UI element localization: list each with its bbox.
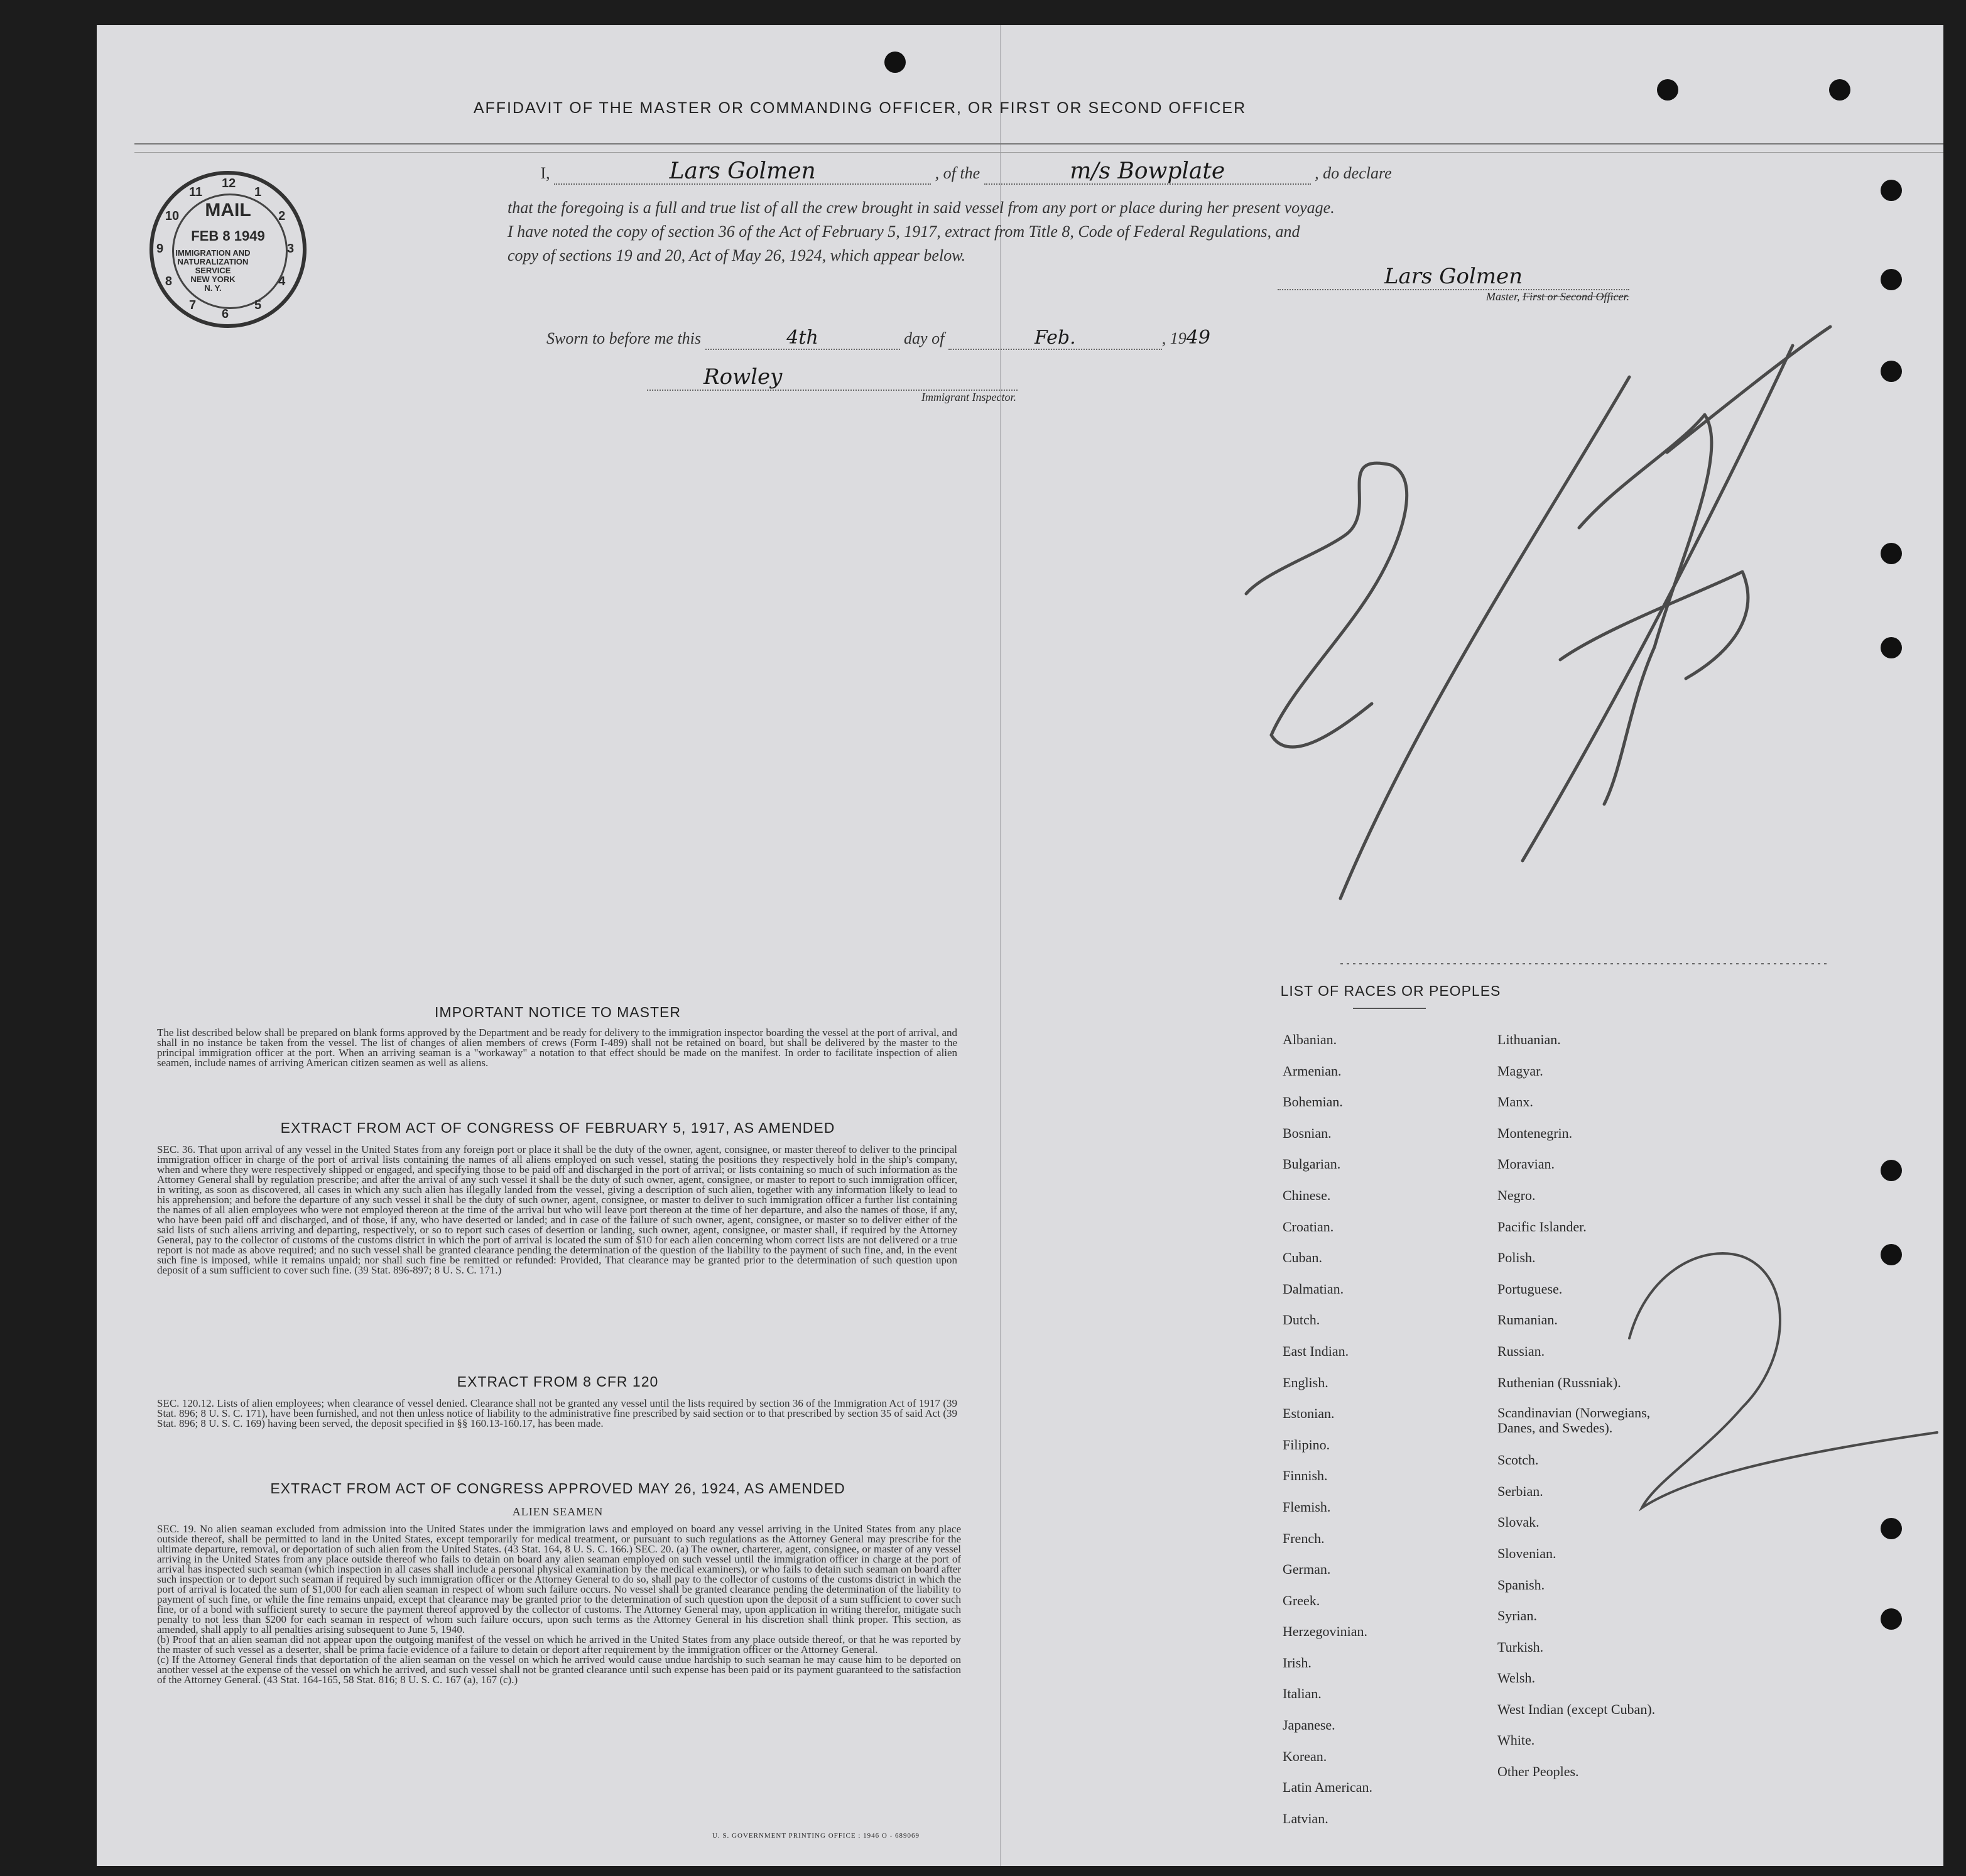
affidavit-title: AFFIDAVIT OF THE MASTER OR COMMANDING OFFICER, OR FIRST OR SECOND OFFICER bbox=[473, 99, 1247, 117]
race-entry: Negro. bbox=[1497, 1187, 1536, 1203]
race-entry: Portuguese. bbox=[1497, 1280, 1563, 1297]
declaration-line-3: I have noted the copy of section 36 of the Act of February 5, 1917, extract from Title 8, Code of Federal Regulations, and bbox=[508, 222, 1300, 241]
race-entry: White. bbox=[1497, 1732, 1535, 1748]
race-entry: Russian. bbox=[1497, 1343, 1545, 1359]
master-signature: Lars Golmen bbox=[1278, 264, 1629, 290]
stamp-org-line: NATURALIZATION bbox=[177, 257, 249, 266]
race-entry: English. bbox=[1283, 1374, 1328, 1390]
declaration-line-4: copy of sections 19 and 20, Act of May 26, 1924, which appear below. bbox=[508, 246, 966, 264]
race-entry: Turkish. bbox=[1497, 1639, 1544, 1655]
race-entry: Herzegovinian. bbox=[1283, 1623, 1367, 1640]
races-heading: LIST OF RACES OR PEOPLES bbox=[1280, 983, 1501, 999]
race-entry: Bulgarian. bbox=[1283, 1156, 1341, 1172]
race-entry: Scandinavian (Norwegians, Danes, and Swedes). bbox=[1497, 1405, 1651, 1436]
stamp-date: FEB 8 1949 bbox=[191, 228, 265, 244]
stamp-org-line: IMMIGRATION AND bbox=[175, 248, 251, 258]
notice-heading: IMPORTANT NOTICE TO MASTER bbox=[435, 1004, 681, 1020]
race-entry: Manx. bbox=[1497, 1094, 1533, 1110]
stamp-org-line: SERVICE bbox=[195, 266, 231, 275]
race-entry: Cuban. bbox=[1283, 1250, 1322, 1266]
printer-line: U. S. GOVERNMENT PRINTING OFFICE : 1946 O - 689069 bbox=[712, 1832, 920, 1840]
notice-text: The list described below shall be prepared on blank forms approved by the Department and be ready for delivery to the immigration inspector boarding the vessel at the port of arrival, and shall in no instance be taken from the vessel. The list of changes of alien members of crews (Form I-489) shall not be retained on board, but shall be delivered by the master to the principal immigration officer at the port. When an arriving seaman is a "workaway" a notation to that effect should be made on the manifest. In order to facilitate inspection of alien seamen, include names of arriving American citizen seamen as well as aliens. bbox=[157, 1027, 957, 1069]
section-20b: (b) Proof that an alien seaman did not appear upon the outgoing manifest of the vessel on which he arrived in the United States from any place outside thereof, or that he was reported by the master of such vessel as a deserter, shall be prima facie evidence of a failure to detain or deport after requirement by the immigration officer or the Attorney General. bbox=[157, 1633, 961, 1655]
race-entry: Lithuanian. bbox=[1497, 1032, 1561, 1047]
race-entry: Filipino. bbox=[1283, 1436, 1330, 1453]
race-entry: Finnish. bbox=[1283, 1468, 1328, 1484]
race-entry: Montenegrin. bbox=[1497, 1125, 1573, 1141]
stamp-digit: 2 bbox=[278, 209, 286, 223]
stamp-org-line: N. Y. bbox=[204, 283, 222, 293]
race-entry: Slovak. bbox=[1497, 1514, 1540, 1530]
race-entry: Serbian. bbox=[1497, 1483, 1543, 1499]
caption-first-second-officer: First or Second Officer. bbox=[1523, 290, 1629, 303]
inspector-caption: Immigrant Inspector. bbox=[921, 391, 1016, 403]
stamp-digit: 10 bbox=[165, 209, 180, 223]
stamp-digit: 6 bbox=[222, 307, 229, 321]
race-entry: Estonian. bbox=[1283, 1405, 1335, 1422]
caption-master: Master, bbox=[1486, 290, 1520, 303]
stamp-digit: 12 bbox=[222, 177, 236, 190]
day-of-label: day of bbox=[904, 329, 945, 347]
race-entry: Slovenian. bbox=[1497, 1545, 1556, 1561]
pencil-stroke bbox=[1523, 346, 1793, 861]
race-entry: Magyar. bbox=[1497, 1062, 1543, 1079]
race-entry: Rumanian. bbox=[1497, 1312, 1558, 1328]
race-entry: Albanian. bbox=[1283, 1032, 1337, 1047]
race-entry: Pacific Islander. bbox=[1497, 1218, 1587, 1235]
inspector-signature: Rowley bbox=[647, 364, 1018, 391]
race-entry: Croatian. bbox=[1283, 1218, 1334, 1235]
race-entry: Latvian. bbox=[1283, 1810, 1328, 1826]
race-entry: Korean. bbox=[1283, 1748, 1327, 1764]
race-entry: Syrian. bbox=[1497, 1608, 1537, 1624]
race-entry: Latin American. bbox=[1283, 1779, 1372, 1796]
of-the-label: , of the bbox=[935, 164, 980, 182]
race-entry: Bosnian. bbox=[1283, 1125, 1332, 1141]
race-entry: Welsh. bbox=[1497, 1670, 1535, 1686]
stamp-digit: 7 bbox=[189, 298, 197, 313]
extract-1924-subheading: ALIEN SEAMEN bbox=[512, 1505, 604, 1518]
race-entry: French. bbox=[1283, 1530, 1325, 1546]
stamp-digit: 8 bbox=[165, 275, 173, 288]
sworn-label: Sworn to before me this bbox=[546, 329, 702, 347]
pencil-stroke bbox=[1579, 415, 1712, 804]
pencil-stroke bbox=[1667, 327, 1830, 452]
stamp-digit: 4 bbox=[278, 275, 286, 288]
race-entry: German. bbox=[1283, 1561, 1331, 1578]
section-19-20: SEC. 19. No alien seaman excluded from admission into the United States under the immigration laws and employed on board any vessel arriving in the United States from any place outside thereof, shall be permitted to land in the United States, except temporarily for medical treatment, or pursuant to such regulations as the Attorney General may prescribe for the ultimate departure, removal, or deportation of such alien from the United States. (43 Stat. 164, 8 U. S. C. 166.) SEC. 20. (a) The owner, charterer, agent, consignee, or master of any vessel arriving in the United States from any place outside thereof who fails to detain on board any alien seaman employed on such vessel until the immigration officer in charge at the port of arrival has inspected such seaman (which inspection in all cases shall include a personal physical examination by the medical examiners), or who fails to detain such seaman on board after such inspection or to deport such seaman if required by such immigration officer or the Attorney General to do so, shall pay to the collector of customs of the customs district in which the port of arrival is located the sum of $1,000 for each alien seaman in respect of whom such failure occurs. No vessel shall be granted clearance pending the determination of the liability to payment of such fine, or while the fine remains unpaid, except that clearance may be granted prior to the determination of such question upon the deposit of a sum sufficient to cover such fine, or of a bond with sufficient surety to secure the payment thereof approved by the collector of customs. The Attorney General may, upon application in writing therefor, mitigate such penalty to not less than $200 for each seaman in respect of whom such failure occurs, upon such terms as the Attorney General in his discretion shall think proper. This section, as amended, shall apply to all penalties arising subsequent to June 5, 1940. bbox=[157, 1523, 961, 1635]
race-entry: East Indian. bbox=[1283, 1343, 1349, 1359]
race-entry: Chinese. bbox=[1283, 1187, 1331, 1203]
stamp-digit: 11 bbox=[189, 185, 203, 199]
race-entry: Italian. bbox=[1283, 1686, 1322, 1702]
race-entry: Ruthenian (Russniak). bbox=[1497, 1374, 1621, 1390]
extract-1917-text: SEC. 36. That upon arrival of any vessel in the United States from any foreign port or place it shall be the duty of the owner, agent, consignee, or master thereof to deliver to the principal immigration officer in charge of the port of arrival lists containing the names of all aliens employed on such vessel, stating the positions they respectively hold in the ship's company, when and where they were respectively shipped or engaged, and specifying those to be paid off and discharged in the port of arrival; or lists containing so much of such information as the Attorney General shall by regulation prescribe; and after the arrival of any such vessel it shall be the duty of such owner, agent, consignee, or master to report to such immigration officer, in writing, as soon as discovered, all cases in which any such alien has illegally landed from the vessel, giving a description of such alien, together with any information likely to lead to his apprehension; and before the departure of any such vessel it shall be the duty of such owner, agent, consignee, or master to deliver to such immigration officer a further list containing the names of all alien employees who were not employed thereon at the time of the arrival but who will leave port thereon at the time of her departure, and also the names of those, if any, who have been paid off and discharged, and of those, if any, who have deserted or landed; and in case of the failure of such owner, agent, consignee, or master so to deliver either of the said lists of such aliens arriving and departing, respectively, or so to report such cases of desertion or landing, such owner, agent, consignee, or master shall, if required by the Attorney General, pay to the collector of customs of the customs district in which the port of arrival is located the sum of $10 for each alien concerning whom correct lists are not delivered or a true report is not made as above required; and no such vessel shall be granted clearance pending the determination of the question of the liability to the payment of such fine, and, in the event such fine is imposed, while it remains unpaid; nor shall such fine be remitted or refunded: Provided, That clearance may be granted prior to the determination of such question upon deposit of a sum sufficient to cover such fine. (39 Stat. 896-897; 8 U. S. C. 171.) bbox=[157, 1143, 957, 1276]
document-page bbox=[97, 25, 1943, 1866]
stamp-digit: 3 bbox=[287, 242, 295, 256]
race-entry: Japanese. bbox=[1283, 1717, 1335, 1733]
stamp-digit: 9 bbox=[156, 242, 164, 256]
pencil-annotations bbox=[97, 25, 1943, 1866]
vessel-name-handwritten: m/s Bowplate bbox=[984, 160, 1311, 185]
extract-cfr-heading: EXTRACT FROM 8 CFR 120 bbox=[457, 1373, 659, 1390]
race-entry: Dutch. bbox=[1283, 1312, 1320, 1328]
race-entry: Armenian. bbox=[1283, 1062, 1342, 1079]
sworn-day-handwritten: 4th bbox=[705, 327, 900, 350]
stamp-org-line: NEW YORK bbox=[190, 275, 236, 284]
extract-cfr-text: SEC. 120.12. Lists of alien employees; when clearance of vessel denied. Clearance shall not be granted any vessel until the lists required by section 36 of the Immigration Act of 1917 (39 Stat. 896; 8 U. S. C. 171), have been furnished, and not then unless notice of liability to the administrative fine prescribed by said section or to that prescribed by section 35 of said Act (39 Stat. 896; 8 U. S. C. 169) having been served, the deposit specified in §§ 160.13-160.17, has been made. bbox=[157, 1397, 957, 1429]
extract-1924-heading: EXTRACT FROM ACT OF CONGRESS APPROVED MAY 26, 1924, AS AMENDED bbox=[270, 1480, 845, 1497]
race-entry: Bohemian. bbox=[1283, 1094, 1343, 1110]
declaration-line-2: that the foregoing is a full and true list of all the crew brought in said vessel from any port or place during her present voyage. bbox=[508, 199, 1335, 217]
race-entry: Spanish. bbox=[1497, 1576, 1545, 1593]
extract-1917-heading: EXTRACT FROM ACT OF CONGRESS OF FEBRUARY 5, 1917, AS AMENDED bbox=[280, 1120, 835, 1136]
stamp-digit: 5 bbox=[254, 298, 262, 313]
race-entry: Irish. bbox=[1283, 1654, 1312, 1671]
pencil-2-4 bbox=[1246, 327, 1830, 898]
sworn-month-handwritten: Feb. bbox=[948, 327, 1162, 350]
master-name-handwritten: Lars Golmen bbox=[554, 160, 931, 185]
race-entry: Flemish. bbox=[1283, 1498, 1331, 1515]
year-prefix: , 19 bbox=[1161, 329, 1187, 347]
do-declare-label: , do declare bbox=[1315, 164, 1392, 182]
race-entry: Other Peoples. bbox=[1497, 1764, 1579, 1780]
pencil-stroke bbox=[1246, 463, 1407, 735]
stamp-mail: MAIL bbox=[205, 200, 251, 221]
i-label: I, bbox=[540, 164, 550, 182]
stamp-digit: 1 bbox=[254, 185, 262, 199]
race-entry: Moravian. bbox=[1497, 1156, 1555, 1172]
race-entry: Polish. bbox=[1497, 1250, 1536, 1266]
race-entry: West Indian (except Cuban). bbox=[1497, 1701, 1656, 1717]
pencil-stroke bbox=[1340, 377, 1629, 898]
race-entry: Dalmatian. bbox=[1283, 1280, 1344, 1297]
race-entry: Scotch. bbox=[1497, 1452, 1539, 1468]
pencil-stroke bbox=[1629, 1253, 1937, 1508]
year-handwritten: 49 bbox=[1186, 327, 1210, 349]
pencil-2-bottom bbox=[1629, 1253, 1937, 1508]
race-entry: Greek. bbox=[1283, 1592, 1320, 1608]
section-20c: (c) If the Attorney General finds that deportation of the alien seaman on the vessel on which he arrived would cause undue hardship to such seaman he may cause him to be deported on another vessel at the expense of the vessel on which he arrived, and such vessel shall not be granted clearance until such expense has been paid or its payment guaranteed to the satisfaction of the Attorney General. (43 Stat. 164-165, 58 Stat. 816; 8 U. S. C. 167 (a), 167 (c).) bbox=[157, 1654, 961, 1686]
